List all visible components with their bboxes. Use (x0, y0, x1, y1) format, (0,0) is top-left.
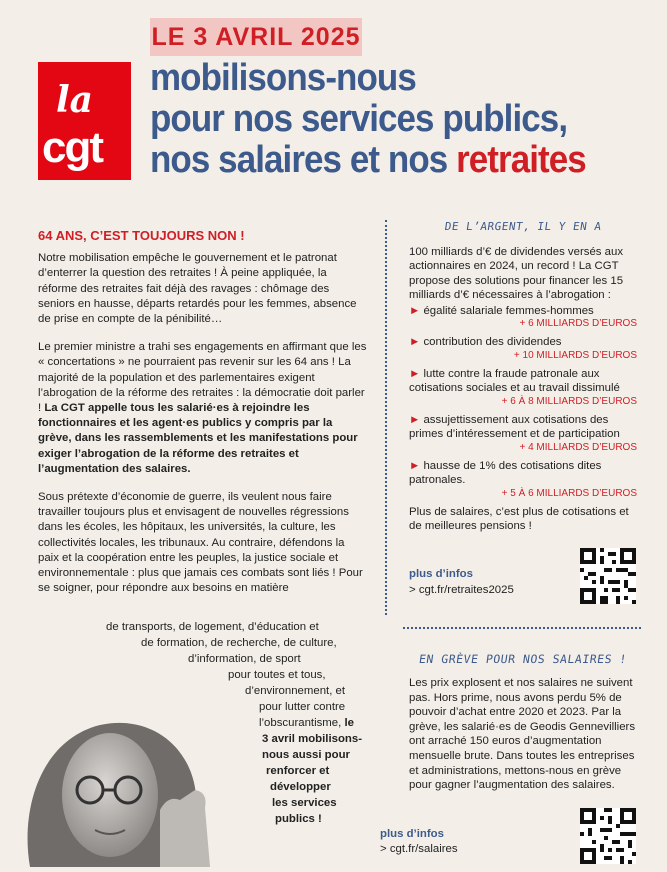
strike-infos (380, 828, 458, 855)
tail-line-7-bold: le (344, 717, 354, 729)
money-amount-5: + 5 À 6 MILLIARDS D’EUROS (501, 487, 637, 499)
paragraph-2-bold: La CGT appelle tous les salarié·es à rejoindre les fonctionnaires et les agent·es publics y compris par la grève, dans les rassemblements et les manifestations pour exiger l’abrogation de la réforme des retraites et l’augmentation des salaires. (38, 402, 358, 475)
money-item-2 (409, 335, 637, 350)
headline-accent: retraites (456, 139, 586, 181)
money-item-1-text: égalité salariale femmes-hommes (423, 304, 594, 317)
tail-bold-5: les services (272, 797, 337, 809)
tail-line-7 (259, 716, 354, 731)
money-intro: 100 milliards d’€ de dividendes versés aux actionnaires en 2024, un record ! La CGT propose des solutions pour financer les 15 milliards d’€ nécessaires à l’abrogation : (409, 245, 624, 301)
money-item-4 (409, 413, 637, 442)
paragraph-1: Notre mobilisation empêche le gouvernement et le patronat d’enterrer la question des retraites ! À peine appliquée, la réforme des retraites fait déjà des ravages : chômage des seniors en hausse, départs retardés pour les femmes, absence de prise en compte de la pénibilité… (38, 252, 357, 326)
tail-bold-3: renforcer et (266, 765, 330, 777)
arrow-icon: ► (409, 459, 421, 472)
section-divider (403, 627, 641, 629)
date-banner (150, 18, 362, 56)
money-item-3-text: lutte contre la fraude patronale aux cotisations sociales et au travail dissimulé (409, 367, 620, 394)
money-infos-link[interactable]: > cgt.fr/retraites2025 (409, 584, 514, 596)
paragraph-3: Sous prétexte d’économie de guerre, ils veulent nous faire travailler toujours plus et envisagent de nouvelles régressions dans les écoles, les hôpitaux, les universités, la culture, les collectivités locales, les tribunaux. Au contraire, défendons la paix et la coopération entre les peuples, la justice sociale et environnementale : plus que jamais ces combats sont liés ! Pour se soigner, pour répondre aux besoins en matière (38, 491, 363, 595)
tail-line-5: d’environnement, et (245, 685, 346, 697)
headline-line-3 (150, 140, 619, 181)
money-item-5-text: hausse de 1% des cotisations dites patronales. (409, 459, 602, 486)
tail-bold-6: publics ! (275, 813, 322, 825)
tail-bold-2: nous aussi pour (262, 749, 350, 761)
money-outro: Plus de salaires, c’est plus de cotisations et de meilleures pensions ! (409, 505, 629, 532)
paragraph-2 (38, 340, 368, 477)
money-item-1 (409, 304, 637, 319)
tail-bold-4: développer (270, 781, 331, 793)
strike-body: Les prix explosent et nos salaires ne suivent pas. Hors prime, nous avons perdu 5% de pouvoir d’achat entre 2020 et 2023. Par la grève, les salarié·es de Geodis Gennevilliers ont arraché 150 euros d’augmentation mensuelle brute. Dans toutes les entreprises et administrations, mettons-nous en grève pour gagner l’augmentation des salaires. (409, 677, 636, 792)
paragraph-2-plain: Le premier ministre a trahi ses engagements en affirmant que les « concertations » ne pourraient pas revenir sur les 64 ans ! La majorité de la population et des parlementaires exigent l’abrogation de la réforme des retraites : la démocratie doit parler ! (38, 341, 367, 415)
protester-portrait (10, 690, 225, 867)
tail-line-7-plain: l’obscurantisme, (259, 717, 345, 729)
money-item-2-text: contribution des dividendes (423, 336, 562, 348)
strike-title: EN GRÈVE POUR NOS SALAIRES ! (418, 652, 628, 666)
strike-infos-link[interactable]: > cgt.fr/salaires (380, 843, 458, 855)
section-heading-64-ans: 64 ANS, C’EST TOUJOURS NON ! (38, 228, 245, 243)
arrow-icon: ► (409, 413, 421, 426)
cgt-logo (38, 62, 131, 180)
money-amount-2: + 10 MILLIARDS D’EUROS (513, 349, 637, 361)
tail-line-1: de transports, de logement, d’éducation et (106, 621, 319, 633)
money-title: DE L’ARGENT, IL Y EN A (443, 220, 603, 233)
headline (150, 58, 619, 181)
strike-infos-label: plus d’infos (380, 828, 444, 840)
retirement-article (38, 228, 368, 609)
column-divider (385, 220, 387, 615)
money-item-4-text: assujettissement aux cotisations des primes d’intéressement et de participation (409, 413, 620, 440)
money-box (409, 220, 637, 534)
money-amount-3: + 6 À 8 MILLIARDS D’EUROS (501, 395, 637, 407)
money-amount-1: + 6 MILLIARDS D’EUROS (519, 318, 637, 329)
money-item-3 (409, 367, 637, 396)
headline-line-3-start: nos salaires et nos (150, 139, 457, 181)
strike-box (409, 652, 637, 793)
tail-line-4: pour toutes et tous, (228, 669, 326, 681)
headline-line-2: pour nos services publics, (150, 98, 568, 140)
svg-text:la: la (56, 79, 94, 121)
money-infos (409, 568, 514, 596)
tail-line-6: pour lutter contre (259, 701, 346, 713)
money-item-5 (409, 459, 637, 488)
tail-line-3: d’information, de sport (188, 653, 301, 665)
tail-bold-1: 3 avril mobilisons- (262, 733, 363, 745)
money-amount-4: + 4 MILLIARDS D’EUROS (519, 441, 637, 453)
svg-text:cgt: cgt (42, 123, 102, 172)
tail-line-2: de formation, de recherche, de culture, (141, 637, 337, 649)
qr-code-salaires[interactable] (580, 808, 636, 864)
date-text: LE 3 AVRIL 2025 (151, 22, 361, 51)
headline-line-1: mobilisons-nous (150, 57, 416, 99)
arrow-icon: ► (409, 367, 421, 380)
arrow-icon: ► (409, 336, 421, 348)
qr-code-retraites[interactable] (580, 548, 636, 604)
arrow-icon: ► (409, 304, 421, 317)
money-infos-label: plus d’infos (409, 568, 473, 580)
